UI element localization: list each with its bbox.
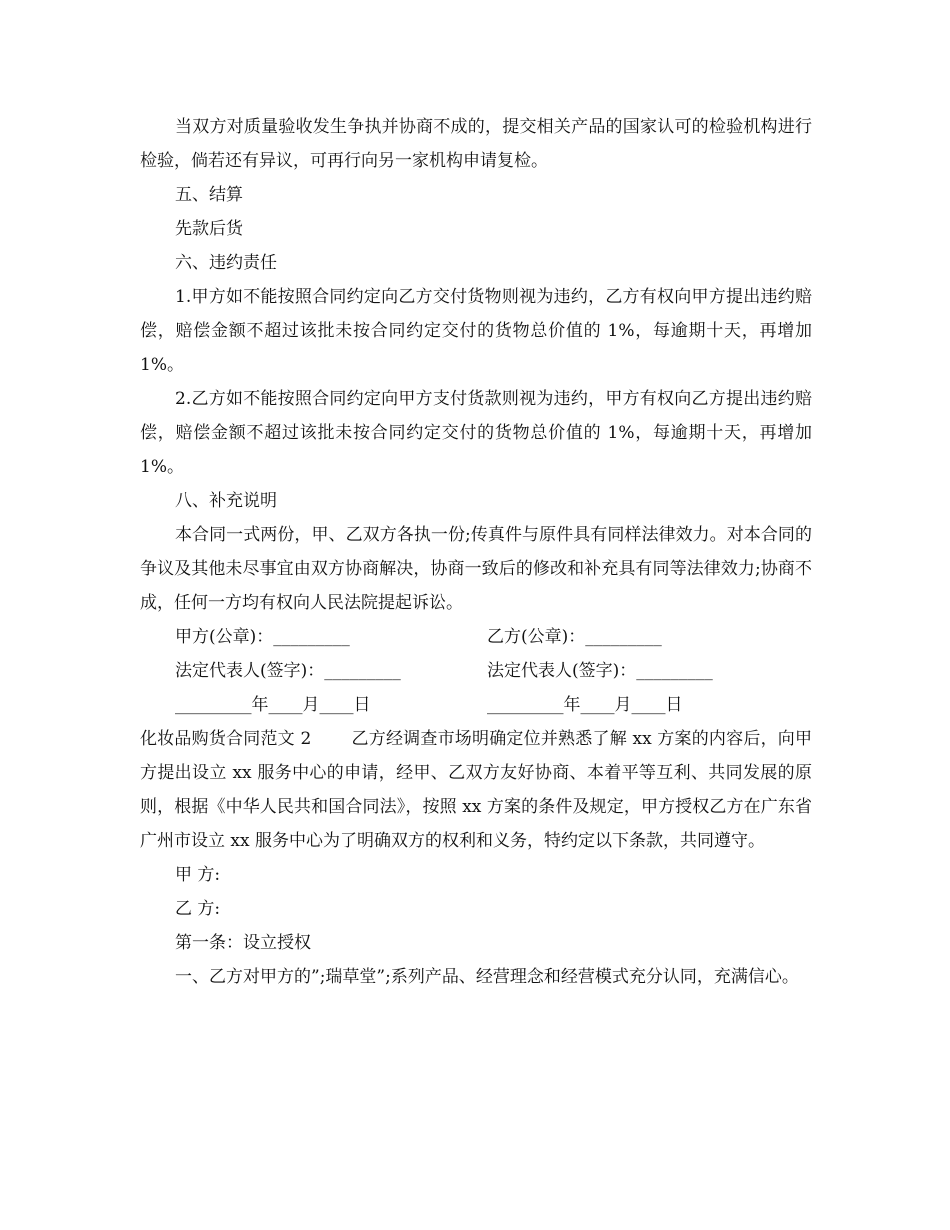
heading-liability: 六、违约责任: [175, 253, 277, 273]
party-b-seal: 乙方(公章)：_________: [487, 627, 662, 647]
article-1-heading: 第一条：设立授权: [175, 933, 311, 953]
party-b-date: _________年____月____日: [487, 695, 683, 715]
article-1-item-1: 一、乙方对甲方的”;瑞草堂”;系列产品、经营理念和经营模式充分认同，充满信心。: [175, 967, 799, 987]
signature-row-rep: [140, 654, 812, 688]
party-a-seal: 甲方(公章)：_________: [175, 627, 350, 647]
paragraph-supplement: 本合同一式两份，甲、乙双方各执一份;传真件与原件具有同样法律效力。对本合同的争议及其他未尽事宜由双方协商解决，协商一致后的修改和补充具有同等法律效力;协商不成，任何一方均有权向人民法院提起诉讼。: [140, 525, 812, 613]
heading-supplement: 八、补充说明: [175, 491, 277, 511]
heading-settlement: 五、结算: [175, 185, 243, 205]
signature-row-date: [140, 688, 812, 722]
party-b-label: 乙 方:: [175, 899, 221, 919]
party-a-rep: 法定代表人(签字)：_________: [175, 661, 401, 681]
paragraph-quality-dispute: 当双方对质量验收发生争执并协商不成的，提交相关产品的国家认可的检验机构进行检验，倘若还有异议，可再行向另一家机构申请复检。: [140, 117, 812, 171]
section2-title: 化妆品购货合同范文 2: [140, 729, 312, 749]
paragraph-liability-1: 1.甲方如不能按照合同约定向乙方交付货物则视为违约，乙方有权向甲方提出违约赔偿，赔偿金额不超过该批未按合同约定交付的货物总价值的 1%，每逾期十天，再增加 1%。: [140, 287, 812, 375]
paragraph-liability-2: 2.乙方如不能按照合同约定向甲方支付货款则视为违约，甲方有权向乙方提出违约赔偿，赔偿金额不超过该批未按合同约定交付的货物总价值的 1%，每逾期十天，再增加 1%。: [140, 389, 812, 477]
paragraph-section2-intro: [140, 722, 812, 858]
party-a-label: 甲 方:: [175, 865, 221, 885]
section2-intro-text: 乙方经调查市场明确定位并熟悉了解 xx 方案的内容后，向甲方提出设立 xx 服务中心的申请，经甲、乙双方友好协商、本着平等互利、共同发展的原则，根据《中华人民共和国合同法》，按照 xx 方案的条件及规定，甲方授权乙方在广东省广州市设立 xx 服务中心为了明确双方的权利和义务，特约定以下条款，共同遵守。: [140, 729, 812, 851]
document-body: [140, 110, 812, 994]
party-a-date: _________年____月____日: [175, 695, 371, 715]
signature-row-seal: [140, 620, 812, 654]
party-b-rep: 法定代表人(签字)：_________: [487, 661, 713, 681]
paragraph-settlement: 先款后货: [175, 219, 243, 239]
